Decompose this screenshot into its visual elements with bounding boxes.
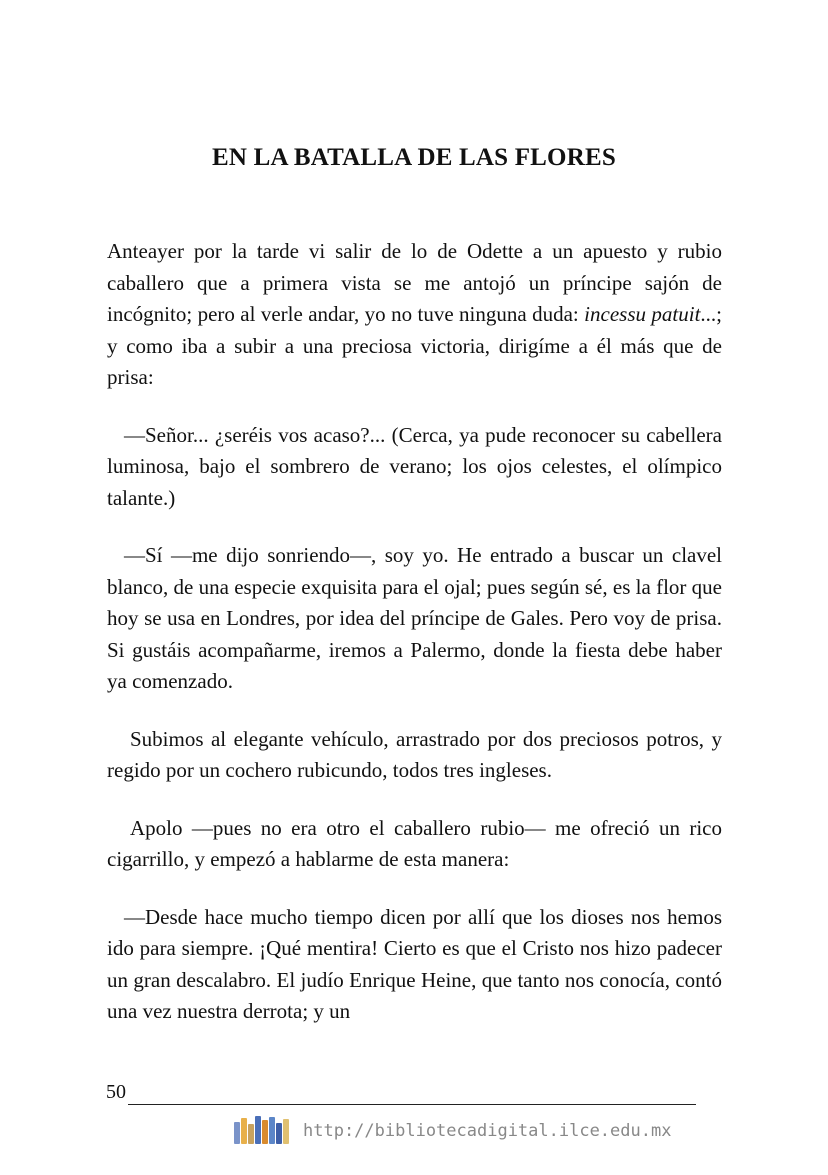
- paragraph-1: [107, 236, 722, 394]
- page-number: 50: [106, 1081, 126, 1103]
- book-spine: [262, 1120, 268, 1144]
- book-spine: [241, 1118, 247, 1144]
- book-spine: [269, 1117, 275, 1144]
- book-spine: [255, 1116, 261, 1144]
- paragraph-2: —Señor... ¿seréis vos acaso?... (Cerca, ya pude reconocer su cabellera luminosa, bajo el sombrero de verano; los ojos celestes, el olímpico talante.): [107, 422, 722, 510]
- paragraph-1-text-end: ...; y como iba a subir a una preciosa victoria, dirigíme a él más que de prisa:: [107, 302, 722, 389]
- book-spine: [234, 1122, 240, 1144]
- paragraph-5: Apolo —pues no era otro el caballero rubio— me ofreció un rico cigarrillo, y empezó a hablarme de esta manera:: [107, 815, 722, 871]
- paragraph-1-text-start: Anteayer por la tarde vi salir de lo de Odette a un apuesto y rubio caballero que a primera vista se me antojó un príncipe sajón de incógnito; pero al verle andar, yo no tuve ninguna duda:: [107, 239, 722, 326]
- books-icon: [234, 1116, 289, 1144]
- paragraph-4: Subimos al elegante vehículo, arrastrado por dos preciosos potros, y regido por un cochero rubicundo, todos tres ingleses.: [107, 726, 722, 782]
- book-spine: [248, 1124, 254, 1144]
- paragraph-6: —Desde hace mucho tiempo dicen por allí que los dioses nos hemos ido para siempre. ¡Qué mentira! Cierto es que el Cristo nos hizo padecer un gran descalabro. El judío Enrique Heine, que tanto nos conocía, contó una vez nuestra derrota; y un: [107, 904, 722, 1023]
- paragraph-3: —Sí —me dijo sonriendo—, soy yo. He entrado a buscar un clavel blanco, de una especie exquisita para el ojal; pues según sé, es la flor que hoy se usa en Londres, por idea del príncipe de Gales. Pero voy de prisa. Si gustáis acompañarme, iremos a Palermo, donde la fiesta debe haber ya comenzado.: [107, 543, 722, 693]
- latin-phrase: incessu patuit: [584, 302, 701, 326]
- footer-brand: [234, 1114, 671, 1144]
- book-spine: [276, 1123, 282, 1144]
- chapter-body: [107, 236, 722, 1054]
- chapter-title: EN LA BATALLA DE LAS FLORES: [212, 144, 616, 171]
- footer-url-link[interactable]: http://bibliotecadigital.ilce.edu.mx: [303, 1121, 672, 1141]
- footer-divider: [128, 1104, 696, 1105]
- book-spine: [283, 1119, 289, 1144]
